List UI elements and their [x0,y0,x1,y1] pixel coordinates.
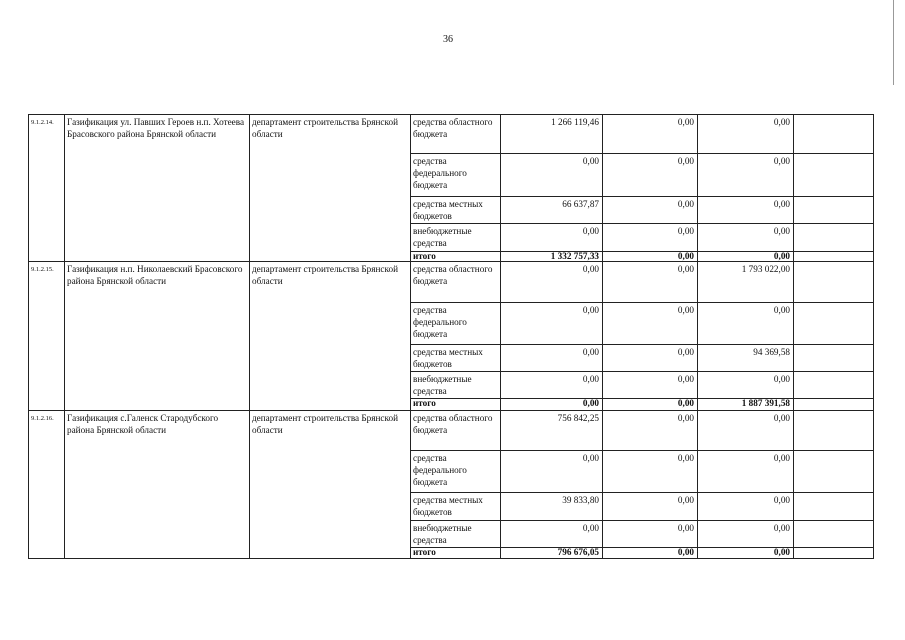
funding-source: средства областного бюджета [411,262,501,303]
table-body [29,115,874,559]
amount-year-3: 0,00 [698,197,794,224]
amount-year-1: 39 833,80 [501,493,603,521]
empty-cell [794,224,874,252]
amount-year-1: 756 842,25 [501,411,603,451]
amount-year-2: 0,00 [603,411,698,451]
amount-year-3: 0,00 [698,224,794,252]
item-name: Газификация н.п. Николаевский Брасовского района Брянской области [65,262,250,411]
empty-cell [794,451,874,493]
amount-year-1: 796 676,05 [501,548,603,559]
amount-year-3: 0,00 [698,411,794,451]
item-code: 9.1.2.14. [29,115,65,262]
amount-year-2: 0,00 [603,451,698,493]
table-row [29,262,874,303]
amount-year-1: 0,00 [501,399,603,411]
empty-cell [794,493,874,521]
amount-year-3: 0,00 [698,154,794,197]
funding-source: средства областного бюджета [411,411,501,451]
item-name: Газификация с.Галенск Стародубского района Брянской области [65,411,250,559]
amount-year-1: 0,00 [501,521,603,548]
empty-cell [794,411,874,451]
funding-table [28,114,874,559]
amount-year-3: 1 887 391,58 [698,399,794,411]
department: департамент строительства Брянской области [250,115,411,262]
funding-source: средства местных бюджетов [411,197,501,224]
margin-line [893,0,894,85]
amount-year-1: 66 637,87 [501,197,603,224]
amount-year-1: 1 266 119,46 [501,115,603,154]
funding-source: средства федерального бюджета [411,451,501,493]
amount-year-1: 0,00 [501,345,603,372]
amount-year-3: 0,00 [698,303,794,345]
amount-year-3: 0,00 [698,521,794,548]
empty-cell [794,399,874,411]
amount-year-1: 0,00 [501,303,603,345]
empty-cell [794,252,874,262]
funding-source: внебюджетные средства [411,521,501,548]
amount-year-2: 0,00 [603,399,698,411]
amount-year-1: 0,00 [501,224,603,252]
amount-year-2: 0,00 [603,252,698,262]
amount-year-1: 1 332 757,33 [501,252,603,262]
department: департамент строительства Брянской области [250,411,411,559]
table-row [29,411,874,451]
funding-source: итого [411,252,501,262]
amount-year-3: 0,00 [698,451,794,493]
page-number: 36 [443,34,453,45]
funding-source: внебюджетные средства [411,224,501,252]
funding-source: итого [411,399,501,411]
funding-source: итого [411,548,501,559]
amount-year-2: 0,00 [603,262,698,303]
amount-year-3: 0,00 [698,252,794,262]
amount-year-2: 0,00 [603,372,698,399]
amount-year-3: 0,00 [698,115,794,154]
empty-cell [794,197,874,224]
funding-source: средства местных бюджетов [411,345,501,372]
amount-year-1: 0,00 [501,372,603,399]
amount-year-2: 0,00 [603,197,698,224]
item-name: Газификация ул. Павших Героев н.п. Хотеева Брасовского района Брянской области [65,115,250,262]
item-code: 9.1.2.15. [29,262,65,411]
funding-source: средства областного бюджета [411,115,501,154]
amount-year-3: 0,00 [698,548,794,559]
empty-cell [794,303,874,345]
empty-cell [794,548,874,559]
amount-year-2: 0,00 [603,154,698,197]
amount-year-3: 1 793 022,00 [698,262,794,303]
amount-year-3: 0,00 [698,493,794,521]
amount-year-2: 0,00 [603,115,698,154]
amount-year-2: 0,00 [603,224,698,252]
amount-year-2: 0,00 [603,303,698,345]
item-code: 9.1.2.16. [29,411,65,559]
funding-source: средства федерального бюджета [411,154,501,197]
amount-year-2: 0,00 [603,521,698,548]
empty-cell [794,262,874,303]
amount-year-2: 0,00 [603,345,698,372]
amount-year-1: 0,00 [501,451,603,493]
amount-year-2: 0,00 [603,493,698,521]
funding-source: внебюджетные средства [411,372,501,399]
empty-cell [794,372,874,399]
funding-source: средства федерального бюджета [411,303,501,345]
amount-year-1: 0,00 [501,262,603,303]
empty-cell [794,345,874,372]
amount-year-3: 0,00 [698,372,794,399]
amount-year-2: 0,00 [603,548,698,559]
amount-year-1: 0,00 [501,154,603,197]
empty-cell [794,521,874,548]
empty-cell [794,154,874,197]
department: департамент строительства Брянской области [250,262,411,411]
table-row [29,115,874,154]
empty-cell [794,115,874,154]
amount-year-3: 94 369,58 [698,345,794,372]
funding-source: средства местных бюджетов [411,493,501,521]
